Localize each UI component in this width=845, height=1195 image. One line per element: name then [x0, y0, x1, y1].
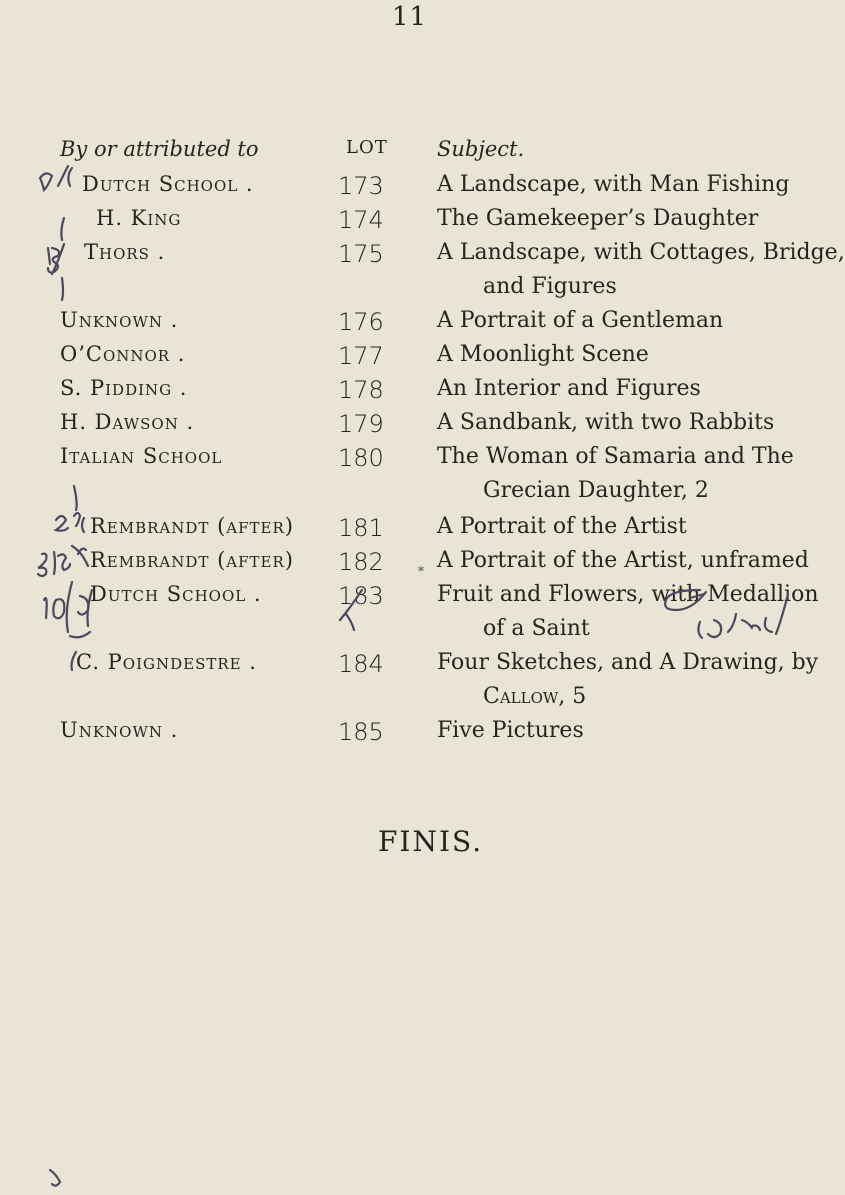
artist-name: Italian School — [60, 444, 223, 468]
list-item — [0, 410, 801, 444]
artist-name: Unknown . — [60, 718, 179, 742]
list-item — [0, 172, 801, 206]
artist-name: Rembrandt (after) — [90, 514, 294, 538]
header-subject: Subject. — [437, 137, 525, 161]
artist-name: Thors . — [84, 240, 166, 264]
lot-number: 179 — [338, 410, 384, 438]
lot-subject: A Landscape, with Cottages, Bridge, — [437, 240, 845, 265]
page-number: 11 — [392, 2, 428, 32]
lot-subject: A Portrait of the Artist, unframed — [437, 548, 809, 573]
artist-name: Dutch School . — [82, 172, 254, 196]
list-item — [0, 582, 819, 641]
artist-name: O’Connor . — [60, 342, 186, 366]
lot-subject: Four Sketches, and A Drawing, by — [437, 650, 819, 675]
lot-number: 181 — [338, 514, 384, 542]
lot-number: 183 — [338, 582, 384, 610]
lot-subject: A Portrait of a Gentleman — [437, 308, 724, 333]
lot-number: 177 — [338, 342, 384, 370]
artist-name: H. King — [96, 206, 182, 230]
lot-subject: A Sandbank, with two Rabbits — [437, 410, 775, 435]
artist-name: Rembrandt (after) — [90, 548, 294, 572]
lot-subject: A Landscape, with Man Fishing — [437, 172, 790, 197]
lot-number: 173 — [338, 172, 384, 200]
lot-subject: A Moonlight Scene — [437, 342, 649, 367]
lot-subject: A Portrait of the Artist — [437, 514, 687, 539]
lot-subject-continued: Callow, 5 — [483, 684, 587, 709]
lot-subject: Five Pictures — [437, 718, 584, 743]
lot-subject: Fruit and Flowers, with Medallion — [437, 582, 819, 607]
artist-name: Unknown . — [60, 308, 179, 332]
list-item — [0, 206, 801, 240]
lot-subject-continued: Grecian Daughter, 2 — [483, 478, 709, 503]
lot-number: 174 — [338, 206, 384, 234]
header-artist: By or attributed to — [60, 137, 259, 161]
lot-number: 175 — [338, 240, 384, 268]
list-item — [0, 444, 801, 503]
list-item — [0, 376, 801, 410]
artist-name: C. Poigndestre . — [76, 650, 257, 674]
lot-number: 178 — [338, 376, 384, 404]
artist-name: H. Dawson . — [60, 410, 195, 434]
list-item — [0, 548, 809, 582]
list-item — [0, 514, 801, 548]
artist-name: S. Pidding . — [60, 376, 188, 400]
list-item — [0, 240, 845, 299]
lot-subject-continued: and Figures — [483, 274, 617, 299]
artist-name: Dutch School . — [90, 582, 262, 606]
lot-number: 185 — [338, 718, 384, 746]
lot-number: 184 — [338, 650, 384, 678]
list-item — [0, 650, 819, 709]
lot-number: 182 — [338, 548, 384, 576]
finis-label: FINIS. — [378, 825, 484, 858]
header-lot: LOT — [346, 137, 388, 158]
lot-number: 176 — [338, 308, 384, 336]
lot-subject: The Woman of Samaria and The — [437, 444, 794, 469]
list-item — [0, 308, 801, 342]
lot-number: 180 — [338, 444, 384, 472]
lot-subject: An Interior and Figures — [437, 376, 701, 401]
caret-mark: * — [418, 564, 424, 578]
lot-subject: The Gamekeeper’s Daughter — [437, 206, 759, 231]
list-item — [0, 342, 801, 376]
lot-subject-continued: of a Saint — [483, 616, 590, 641]
list-item — [0, 718, 801, 752]
